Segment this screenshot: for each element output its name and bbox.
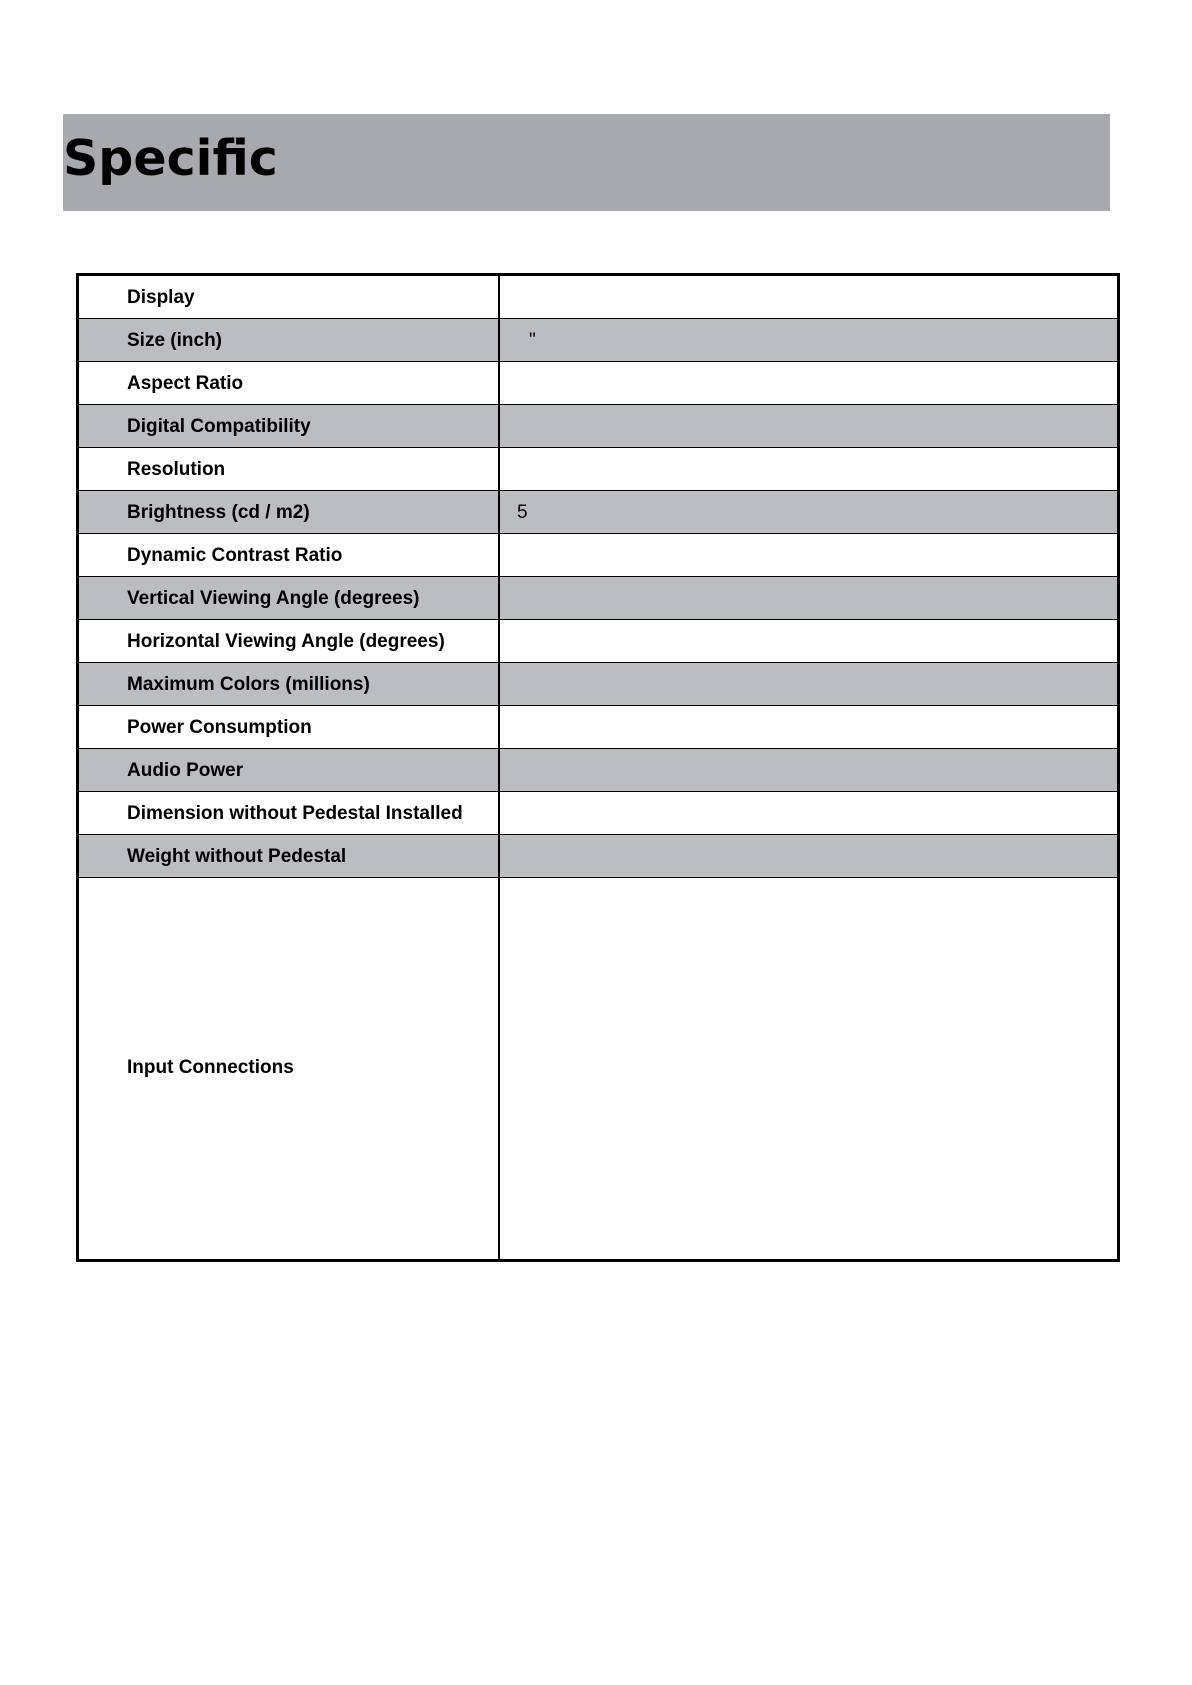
spec-row-aspect-ratio (79, 362, 1117, 405)
spec-label: Horizontal Viewing Angle (degrees) (127, 631, 445, 652)
spec-row-dimension (79, 792, 1117, 835)
spec-row-weight (79, 835, 1117, 878)
spec-row-brightness (79, 491, 1117, 534)
spec-label: Input Connections (127, 1057, 294, 1078)
title-banner (63, 114, 1110, 211)
spec-label: Brightness (cd / m2) (127, 502, 310, 523)
spec-row-resolution (79, 448, 1117, 491)
spec-label: Maximum Colors (millions) (127, 674, 370, 695)
spec-label: Size (inch) (127, 330, 223, 351)
spec-label: Weight without Pedestal (127, 846, 347, 867)
spec-row-maximum-colors (79, 663, 1117, 706)
spec-value: " (529, 330, 536, 351)
spec-row-vertical-viewing-angle (79, 577, 1117, 620)
spec-label: Aspect Ratio (127, 373, 244, 394)
spec-row-horizontal-viewing-angle (79, 620, 1117, 663)
spec-row-display (79, 276, 1117, 319)
spec-label: Dimension without Pedestal Installed (127, 803, 463, 824)
spec-row-input-connections (79, 878, 1117, 1258)
spec-label: Display (127, 287, 195, 308)
column-divider (498, 276, 500, 1259)
spec-row-digital-compatibility (79, 405, 1117, 448)
spec-row-power-consumption (79, 706, 1117, 749)
spec-row-audio-power (79, 749, 1117, 792)
spec-row-size (79, 319, 1117, 362)
page-title: Specific (63, 130, 278, 187)
spec-label: Dynamic Contrast Ratio (127, 545, 343, 566)
spec-value: 5 (517, 502, 528, 523)
spec-label: Digital Compatibility (127, 416, 311, 437)
spec-label: Resolution (127, 459, 226, 480)
spec-table (76, 273, 1120, 1262)
spec-label: Audio Power (127, 760, 244, 781)
spec-label: Power Consumption (127, 717, 312, 738)
spec-label: Vertical Viewing Angle (degrees) (127, 588, 420, 609)
spec-row-dynamic-contrast (79, 534, 1117, 577)
